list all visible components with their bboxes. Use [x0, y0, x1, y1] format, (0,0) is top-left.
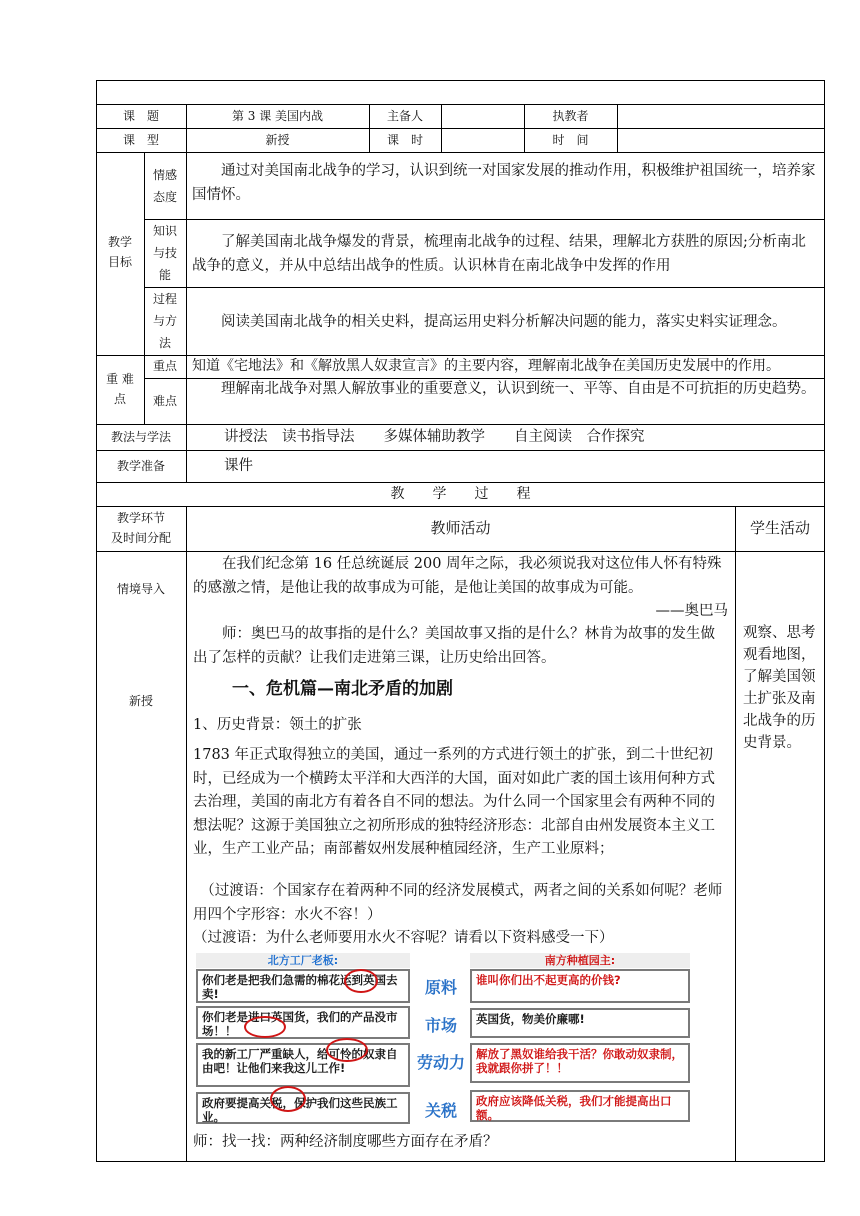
hard-label: 难点 [152, 394, 177, 408]
topic-label: 课 题 [122, 109, 159, 123]
preparer-label: 主备人 [386, 109, 423, 123]
north-box-labor: 我的新工厂严重缺人，给可怜的奴隶自由吧！让他们来我这儿工作! [196, 1043, 410, 1087]
process-col2-header: 教师活动 [430, 519, 491, 537]
north-box-tariff: 政府要提高关税，保护我们这些民族工业。 [196, 1092, 410, 1124]
goal-text-process: 阅读美国南北战争的相关史料，提高运用史料分析解决问题的能力，落实史料实证理念。 [221, 314, 787, 330]
teacher-value [617, 104, 825, 128]
subheading-territory: 1、历史背景：领土的扩张 [193, 717, 362, 733]
topic-value: 第 3 课 美国内战 [231, 109, 324, 123]
goal-text-emotion: 通过对美国南北战争的学习，认识到统一对国家发展的推动作用，积极维护祖国统一，培养家国情怀。 [192, 163, 816, 203]
goals-label: 教学 目标 [107, 235, 132, 269]
goal-label-emotion: 情感 态度 [152, 168, 177, 204]
hours-label: 课 时 [386, 133, 423, 147]
process-col1-header: 教学环节 及时间分配 [110, 511, 171, 545]
topic-tariff: 关税 [424, 1101, 457, 1120]
methods-value: 讲授法 读书指导法 多媒体辅助教学 自主阅读 合作探究 [224, 429, 645, 445]
hard-text: 理解南北战争对黑人解放事业的重要意义，认识到统一、平等、自由是不可抗拒的历史趋势。 [221, 381, 816, 397]
south-header: 南方种植园主: [470, 953, 690, 968]
hours-value [441, 128, 524, 152]
topic-market: 市场 [424, 1016, 457, 1035]
type-label: 课 型 [122, 133, 159, 147]
south-box-tariff: 政府应该降低关税，我们才能提高出口额。 [470, 1090, 690, 1122]
highlight-circle-market [244, 1016, 286, 1038]
goal-label-knowledge: 知识 与技 能 [152, 224, 177, 282]
highlight-circle-labor [326, 1038, 368, 1062]
highlight-circle-tariff [270, 1086, 306, 1112]
key-text: 知道《宅地法》和《解放黑人奴隶宣言》的主要内容，理解南北战争在美国历史发展中的作用。 [192, 358, 780, 374]
north-box-market: 你们老是进口英国货，我们的产品没市场！！ [196, 1006, 410, 1039]
south-box-raw-materials: 谁叫你们出不起更高的价钱? [470, 969, 690, 1003]
north-header: 北方工厂老板: [196, 953, 410, 968]
time-label: 时 间 [552, 133, 589, 147]
background-paragraph: 1783 年正式取得独立的美国，通过一系列的方式进行领土的扩张，到二十世纪初时，已经成为一个横跨太平洋和大西洋的大国，面对如此广袤的国土该用何种方式去治理，美国的南北方有着各自不同的想法。为什么同一个国家里会有两种不同的想法呢？这源于美国独立之初所形成的独特经济形态：北部自由州发展资本主义工业，生产工业产品；南部蓄奴州发展种植园经济，生产工业原料； [193, 747, 715, 857]
intro-label: 情境导入 [116, 582, 165, 596]
keypoints-label: 重 难 点 [106, 372, 134, 406]
comparison-question: 师：找一找：两种经济制度哪些方面存在矛盾？ [193, 1134, 498, 1150]
north-box-raw-materials: 你们老是把我们急需的棉花运到英国去卖! [196, 969, 410, 1003]
student-activity: 观察、思考观看地图，了解美国领土扩张及南北战争的历史背景。 [743, 625, 816, 751]
goal-label-process: 过程 与方 法 [152, 292, 177, 350]
time-value [617, 128, 825, 152]
methods-label: 教法与学法 [110, 430, 171, 444]
teacher-question: 师：奥巴马的故事指的是什么？美国故事又指的是什么？林肯为故事的发生做出了怎样的贡献？让我们走进第三课，让历史给出回答。 [193, 626, 715, 666]
intro-attribution: ——奥巴马 [655, 603, 728, 619]
topic-labor: 劳动力 [416, 1053, 465, 1072]
goal-text-knowledge: 了解美国南北战争爆发的背景，梳理南北战争的过程、结果，理解北方获胜的原因;分析南北战争的意义，并从中总结出战争的性质。认识林肯在南北战争中发挥的作用 [192, 234, 806, 274]
topic-raw-materials: 原料 [424, 978, 457, 997]
new-lesson-label: 新授 [128, 694, 153, 708]
intro-quote: 在我们纪念第 16 任总统诞辰 200 周年之际，我必须说我对这位伟人怀有特殊的感激之情，是他让我的故事成为可能，是他让美国的故事成为可能。 [193, 556, 722, 596]
transition-1: （过渡语：个国家存在着两种不同的经济发展模式，两者之间的关系如何呢？老师用四个字形容：水火不容！） [193, 883, 723, 923]
south-box-labor: 解放了黑奴谁给我干活？你敢动奴隶制，我就跟你拼了！！ [470, 1043, 690, 1083]
process-col3-header: 学生活动 [749, 519, 810, 537]
preparer-value [441, 104, 524, 128]
highlight-circle-cotton [344, 969, 378, 993]
prep-value: 课件 [224, 458, 253, 474]
south-box-market: 英国货，物美价廉哪! [470, 1008, 690, 1038]
teacher-label: 执教者 [552, 109, 589, 123]
process-title: 教 学 过 程 [390, 486, 531, 502]
section-heading: 一、危机篇—南北矛盾的加剧 [232, 679, 453, 699]
prep-label: 教学准备 [116, 459, 165, 473]
type-value: 新授 [265, 133, 290, 147]
key-label: 重点 [152, 359, 177, 373]
transition-2: （过渡语：为什么老师要用水火不容呢？请看以下资料感受一下） [193, 930, 614, 946]
